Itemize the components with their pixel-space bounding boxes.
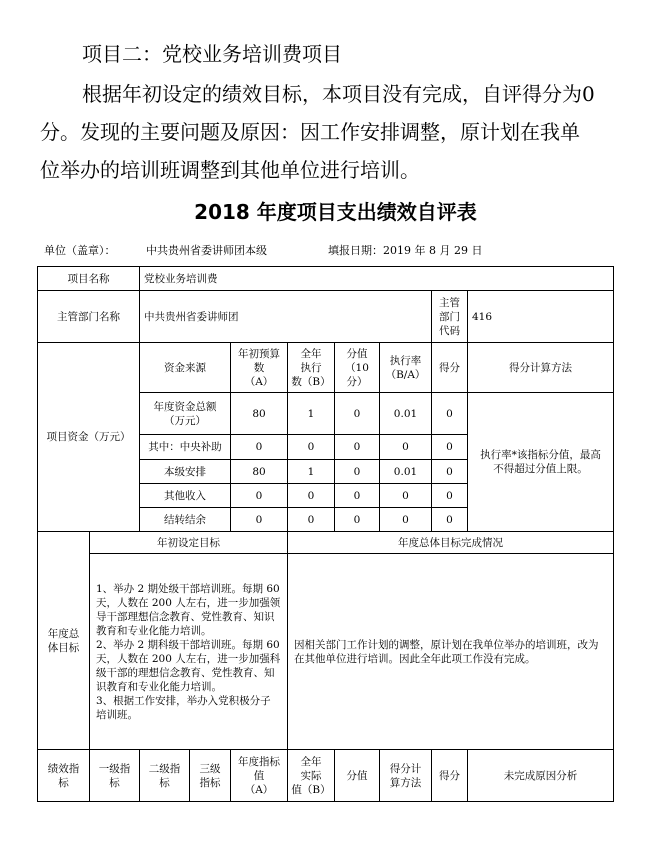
paragraph-3: 分。发现的主要问题及原因：因工作安排调整，原计划在我单 [40,120,580,144]
fund-row-budget: 0 [231,484,288,508]
fund-row-source: 结转结余 [140,508,231,532]
fund-header-budget: 年初预算数 （A） [231,343,288,393]
fund-row-score: 0 [432,460,468,484]
perf-header-reason: 未完成原因分析 [468,750,614,802]
fund-row-source: 其中：中央补助 [140,435,231,460]
fund-row-executed: 0 [288,508,335,532]
fund-header-score: 得分 [432,343,468,393]
fund-row-executed: 0 [288,435,335,460]
fund-row-executed: 1 [288,393,335,435]
fund-row-points: 0 [335,460,380,484]
fund-row-budget: 0 [231,435,288,460]
goal-set-header: 年初设定目标 [90,532,288,554]
perf-header-indicator: 绩效指 标 [38,750,90,802]
fund-row-points: 0 [335,484,380,508]
fund-row-score: 0 [432,435,468,460]
fund-row-source: 年度资金总额 （万元） [140,393,231,435]
fund-header-executed: 全年 执行 数（B） [288,343,335,393]
goal-done-header: 年度总体目标完成情况 [288,532,614,554]
evaluation-table [37,266,614,802]
fund-row-points: 0 [335,508,380,532]
goal-label: 年度总 体目标 [38,532,90,750]
fund-row-executed: 1 [288,460,335,484]
fund-row-budget: 80 [231,393,288,435]
fund-row-score: 0 [432,484,468,508]
fund-header-rate: 执行率 （B/A） [380,343,432,393]
perf-header-level3: 三级 指标 [190,750,231,802]
score-method: 执行率*该指标分值，最高 不得超过分值上限。 [468,393,614,532]
dept-code: 416 [468,291,614,343]
fund-header-method: 得分计算方法 [468,343,614,393]
fund-row-source: 本级安排 [140,460,231,484]
paragraph-4: 位举办的培训班调整到其他单位进行培训。 [40,158,420,182]
goal-set-text: 1、举办 2 期处级干部培训班。每期 60 天，人数在 200 人左右，进一步加强领导干部理想信念教育、党性教育、知识教育和专业化能力培训。 2、举办 2 期科级干部培训班。每期 60 天，人数在 200 人左右，进一步加强科级干部的理想信念教育、党性教育、知识教育和专业化能力培训。 3、根据工作安排，举办入党积极分子培训班。 [90,554,288,750]
dept-label: 主管部门名称 [38,291,140,343]
paragraph-2: 根据年初设定的绩效目标，本项目没有完成，自评得分为0 [82,82,595,106]
perf-header-points: 分值 [335,750,380,802]
project-name-label: 项目名称 [38,267,140,291]
fund-label: 项目资金（万元） [38,343,140,532]
project-name: 党校业务培训费 [140,267,614,291]
fund-row-executed: 0 [288,484,335,508]
fund-row-rate: 0 [380,435,432,460]
perf-header-method: 得分计 算方法 [380,750,432,802]
perf-header-level2: 二级指 标 [140,750,190,802]
fund-row-source: 其他收入 [140,484,231,508]
fill-date: 填报日期：2019 年 8 月 29 日 [328,244,483,257]
perf-header-actual: 全年 实际 值（B） [288,750,335,802]
fund-row-rate: 0.01 [380,393,432,435]
fund-header-source: 资金来源 [140,343,231,393]
paragraph-1: 项目二：党校业务培训费项目 [82,42,342,66]
dept-name: 中共贵州省委讲师团 [140,291,432,343]
fund-row-score: 0 [432,508,468,532]
fund-row-budget: 0 [231,508,288,532]
fund-header-points: 分值 （10 分） [335,343,380,393]
unit-label: 单位（盖章）： [44,244,116,257]
perf-header-level1: 一级指 标 [90,750,140,802]
fund-row-rate: 0.01 [380,460,432,484]
fund-row-points: 0 [335,435,380,460]
perf-header-target: 年度指标值 （A） [231,750,288,802]
fund-row-score: 0 [432,393,468,435]
fund-row-rate: 0 [380,508,432,532]
dept-code-label: 主管 部门 代码 [432,291,468,343]
perf-header-score: 得分 [432,750,468,802]
fund-row-points: 0 [335,393,380,435]
page-title: 2018 年度项目支出绩效自评表 [194,200,477,224]
fund-row-budget: 80 [231,460,288,484]
fund-row-rate: 0 [380,484,432,508]
unit-value: 中共贵州省委讲师团本级 [146,244,267,257]
goal-done-text: 因相关部门工作计划的调整，原计划在我单位举办的培训班，改为在其他单位进行培训。因此全年此项工作没有完成。 [288,554,614,750]
